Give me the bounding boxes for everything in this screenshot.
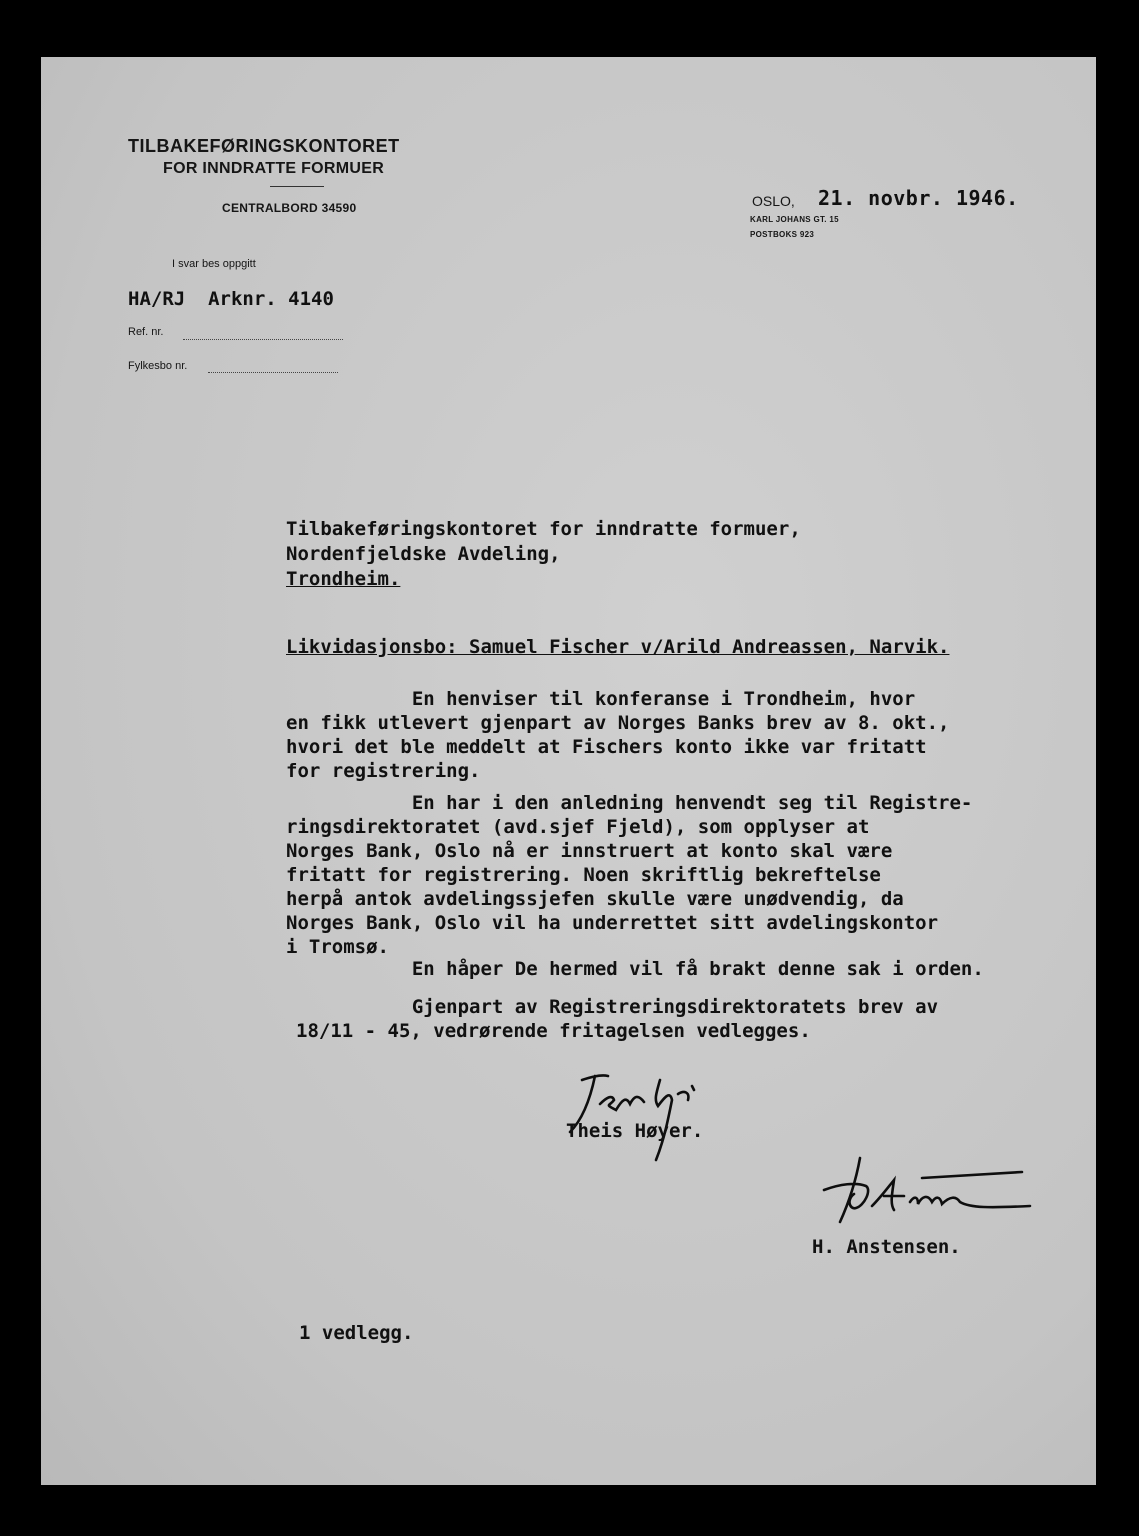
body-line: Norges Bank, Oslo vil ha underrettet sitt avdelingskontor <box>286 912 939 934</box>
subject-line: Likvidasjonsbo: Samuel Fischer v/Arild Andreassen, Narvik. <box>286 636 950 658</box>
body-line: for registrering. <box>286 760 481 782</box>
body-line: En håper De hermed vil få brakt denne sak i orden. <box>286 958 984 980</box>
estate-number-line <box>208 372 338 373</box>
switchboard-number: CENTRALBORD 34590 <box>222 201 357 215</box>
letterhead-org-name: TILBAKEFØRINGSKONTORET <box>128 136 400 156</box>
letter-date: 21. novbr. 1946. <box>818 186 1019 210</box>
letter-page <box>41 57 1096 1485</box>
handwritten-signature-anstensen <box>800 1150 1040 1240</box>
body-line: fritatt for registrering. Noen skriftlig bekreftelse <box>286 864 881 886</box>
body-line: hvori det ble meddelt at Fischers konto ikke var fritatt <box>286 736 927 758</box>
ref-number-label: Ref. nr. <box>128 326 164 338</box>
recipient-line: Nordenfjeldske Avdeling, <box>286 543 561 565</box>
handwritten-signature-hoyer <box>560 1060 740 1170</box>
recipient-city: Trondheim. <box>286 568 401 590</box>
body-line: en fikk utlevert gjenpart av Norges Banks brev av 8. okt., <box>286 712 950 734</box>
estate-number-label: Fylkesbo nr. <box>128 360 188 372</box>
reply-note: I svar bes oppgitt <box>172 258 256 270</box>
letterhead-divider <box>270 186 324 187</box>
signatory-hoyer: Theis Høyer. <box>566 1120 704 1142</box>
street-address: KARL JOHANS GT. 15 <box>750 215 839 224</box>
body-line: Gjenpart av Registreringsdirektoratets brev av <box>286 996 939 1018</box>
archive-number: HA/RJ Arknr. 4140 <box>128 288 334 310</box>
body-line: En har i den anledning henvendt seg til Registre- <box>286 792 973 814</box>
ref-number-line <box>183 339 343 340</box>
dateline-city: OSLO, <box>752 193 795 209</box>
signatory-anstensen: H. Anstensen. <box>812 1236 961 1258</box>
body-line: ringsdirektoratet (avd.sjef Fjeld), som opplyser at <box>286 816 870 838</box>
body-line: herpå antok avdelingssjefen skulle være unødvendig, da <box>286 888 904 910</box>
body-line: 18/11 - 45, vedrørende fritagelsen vedlegges. <box>296 1020 811 1042</box>
postbox-address: POSTBOKS 923 <box>750 230 815 239</box>
letterhead-org-subtitle: FOR INNDRATTE FORMUER <box>163 160 385 177</box>
recipient-line: Tilbakeføringskontoret for inndratte formuer, <box>286 518 801 540</box>
body-line: Norges Bank, Oslo nå er innstruert at konto skal være <box>286 840 893 862</box>
enclosure-note: 1 vedlegg. <box>299 1322 414 1344</box>
body-line: i Tromsø. <box>286 936 389 958</box>
body-line: En henviser til konferanse i Trondheim, hvor <box>286 688 916 710</box>
